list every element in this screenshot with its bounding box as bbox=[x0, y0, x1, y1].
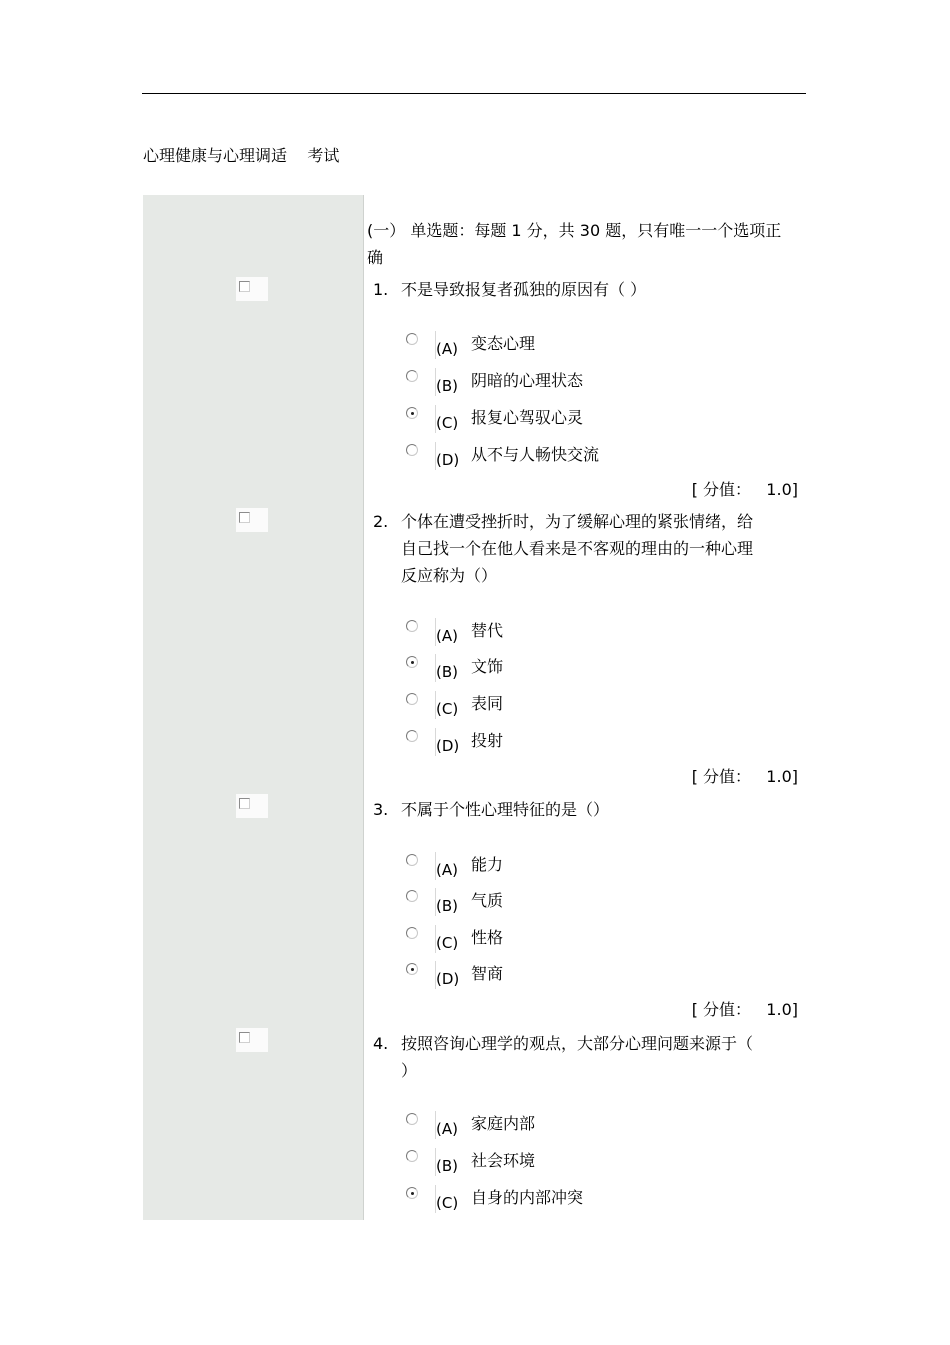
radio-button-selected[interactable] bbox=[404, 961, 436, 989]
question-3-text: 不属于个性心理特征的是（） bbox=[401, 800, 610, 819]
option-letter: (A) bbox=[436, 340, 458, 358]
question-3-score: [ 分值： 1.0] bbox=[691, 1000, 798, 1019]
option-text: 家庭内部 bbox=[471, 1114, 536, 1133]
option-letter: (C) bbox=[436, 414, 459, 432]
question-2-option-b[interactable] bbox=[404, 654, 724, 682]
option-letter: (C) bbox=[436, 700, 459, 718]
option-text: 性格 bbox=[471, 928, 504, 947]
radio-button-selected[interactable] bbox=[404, 405, 436, 433]
question-2-option-a[interactable] bbox=[404, 618, 724, 646]
mark-question-4-checkbox[interactable] bbox=[236, 1028, 268, 1052]
question-4-option-b[interactable] bbox=[404, 1148, 724, 1176]
question-4-text: 按照咨询心理学的观点，大部分心理问题来源于（ ） bbox=[401, 1034, 754, 1080]
question-4-option-c[interactable] bbox=[404, 1185, 724, 1213]
option-text: 从不与人畅快交流 bbox=[471, 445, 600, 464]
question-marker-panel bbox=[143, 195, 364, 1220]
option-text: 变态心理 bbox=[471, 334, 536, 353]
option-letter: (D) bbox=[436, 970, 460, 988]
option-letter: (B) bbox=[436, 377, 458, 395]
option-text: 报复心驾驭心灵 bbox=[471, 408, 584, 427]
radio-button[interactable] bbox=[404, 442, 436, 470]
page-title: 心理健康与心理调适 考试 bbox=[143, 146, 340, 165]
option-text: 表同 bbox=[471, 694, 504, 713]
radio-button[interactable] bbox=[404, 368, 436, 396]
mark-question-1-checkbox[interactable] bbox=[236, 277, 268, 301]
question-3-option-c[interactable] bbox=[404, 925, 724, 953]
option-text: 阴暗的心理状态 bbox=[471, 371, 584, 390]
option-text: 文饰 bbox=[471, 657, 504, 676]
top-divider bbox=[142, 93, 806, 94]
question-1-option-b[interactable] bbox=[404, 368, 724, 396]
radio-button-selected[interactable] bbox=[404, 654, 436, 682]
question-1-option-a[interactable] bbox=[404, 331, 724, 359]
option-text: 气质 bbox=[471, 891, 504, 910]
question-2-score: [ 分值： 1.0] bbox=[691, 767, 798, 786]
question-3-option-d[interactable] bbox=[404, 961, 724, 989]
section-heading: (一） 单选题：每题 1 分，共 30 题，只有唯一一个选项正确 bbox=[367, 221, 782, 267]
question-4-option-a[interactable] bbox=[404, 1111, 724, 1139]
mark-question-3-checkbox[interactable] bbox=[236, 794, 268, 818]
question-3-option-a[interactable] bbox=[404, 852, 724, 880]
radio-button[interactable] bbox=[404, 888, 436, 916]
question-3-option-b[interactable] bbox=[404, 888, 724, 916]
option-text: 智商 bbox=[471, 964, 504, 983]
option-text: 社会环境 bbox=[471, 1151, 536, 1170]
option-letter: (A) bbox=[436, 627, 458, 645]
question-1-number: 1. bbox=[373, 280, 389, 299]
mark-question-2-checkbox[interactable] bbox=[236, 508, 268, 532]
question-1-option-c[interactable] bbox=[404, 405, 724, 433]
question-1-text: 不是导致报复者孤独的原因有（ ） bbox=[401, 280, 647, 299]
option-letter: (D) bbox=[436, 737, 460, 755]
radio-button[interactable] bbox=[404, 618, 436, 646]
question-2-number: 2. bbox=[373, 512, 389, 531]
option-letter: (B) bbox=[436, 897, 458, 915]
option-letter: (D) bbox=[436, 451, 460, 469]
option-text: 替代 bbox=[471, 621, 504, 640]
question-1-option-d[interactable] bbox=[404, 442, 724, 470]
radio-button[interactable] bbox=[404, 925, 436, 953]
option-letter: (A) bbox=[436, 861, 458, 879]
option-text: 能力 bbox=[471, 855, 504, 874]
option-letter: (C) bbox=[436, 934, 459, 952]
question-2-option-c[interactable] bbox=[404, 691, 724, 719]
radio-button[interactable] bbox=[404, 331, 436, 359]
option-letter: (B) bbox=[436, 1157, 458, 1175]
option-text: 投射 bbox=[471, 731, 504, 750]
option-letter: (A) bbox=[436, 1120, 458, 1138]
option-text: 自身的内部冲突 bbox=[471, 1188, 584, 1207]
question-2-option-d[interactable] bbox=[404, 728, 724, 756]
question-1-score: [ 分值： 1.0] bbox=[691, 480, 798, 499]
radio-button[interactable] bbox=[404, 691, 436, 719]
option-letter: (C) bbox=[436, 1194, 459, 1212]
radio-button[interactable] bbox=[404, 852, 436, 880]
radio-button[interactable] bbox=[404, 1111, 436, 1139]
question-2-text: 个体在遭受挫折时，为了缓解心理的紧张情绪，给自己找一个在他人看来是不客观的理由的一种心理反应称为（） bbox=[401, 512, 754, 585]
option-letter: (B) bbox=[436, 663, 458, 681]
radio-button[interactable] bbox=[404, 728, 436, 756]
radio-button[interactable] bbox=[404, 1148, 436, 1176]
radio-button-selected[interactable] bbox=[404, 1185, 436, 1213]
question-3-number: 3. bbox=[373, 800, 389, 819]
question-4-number: 4. bbox=[373, 1034, 389, 1053]
